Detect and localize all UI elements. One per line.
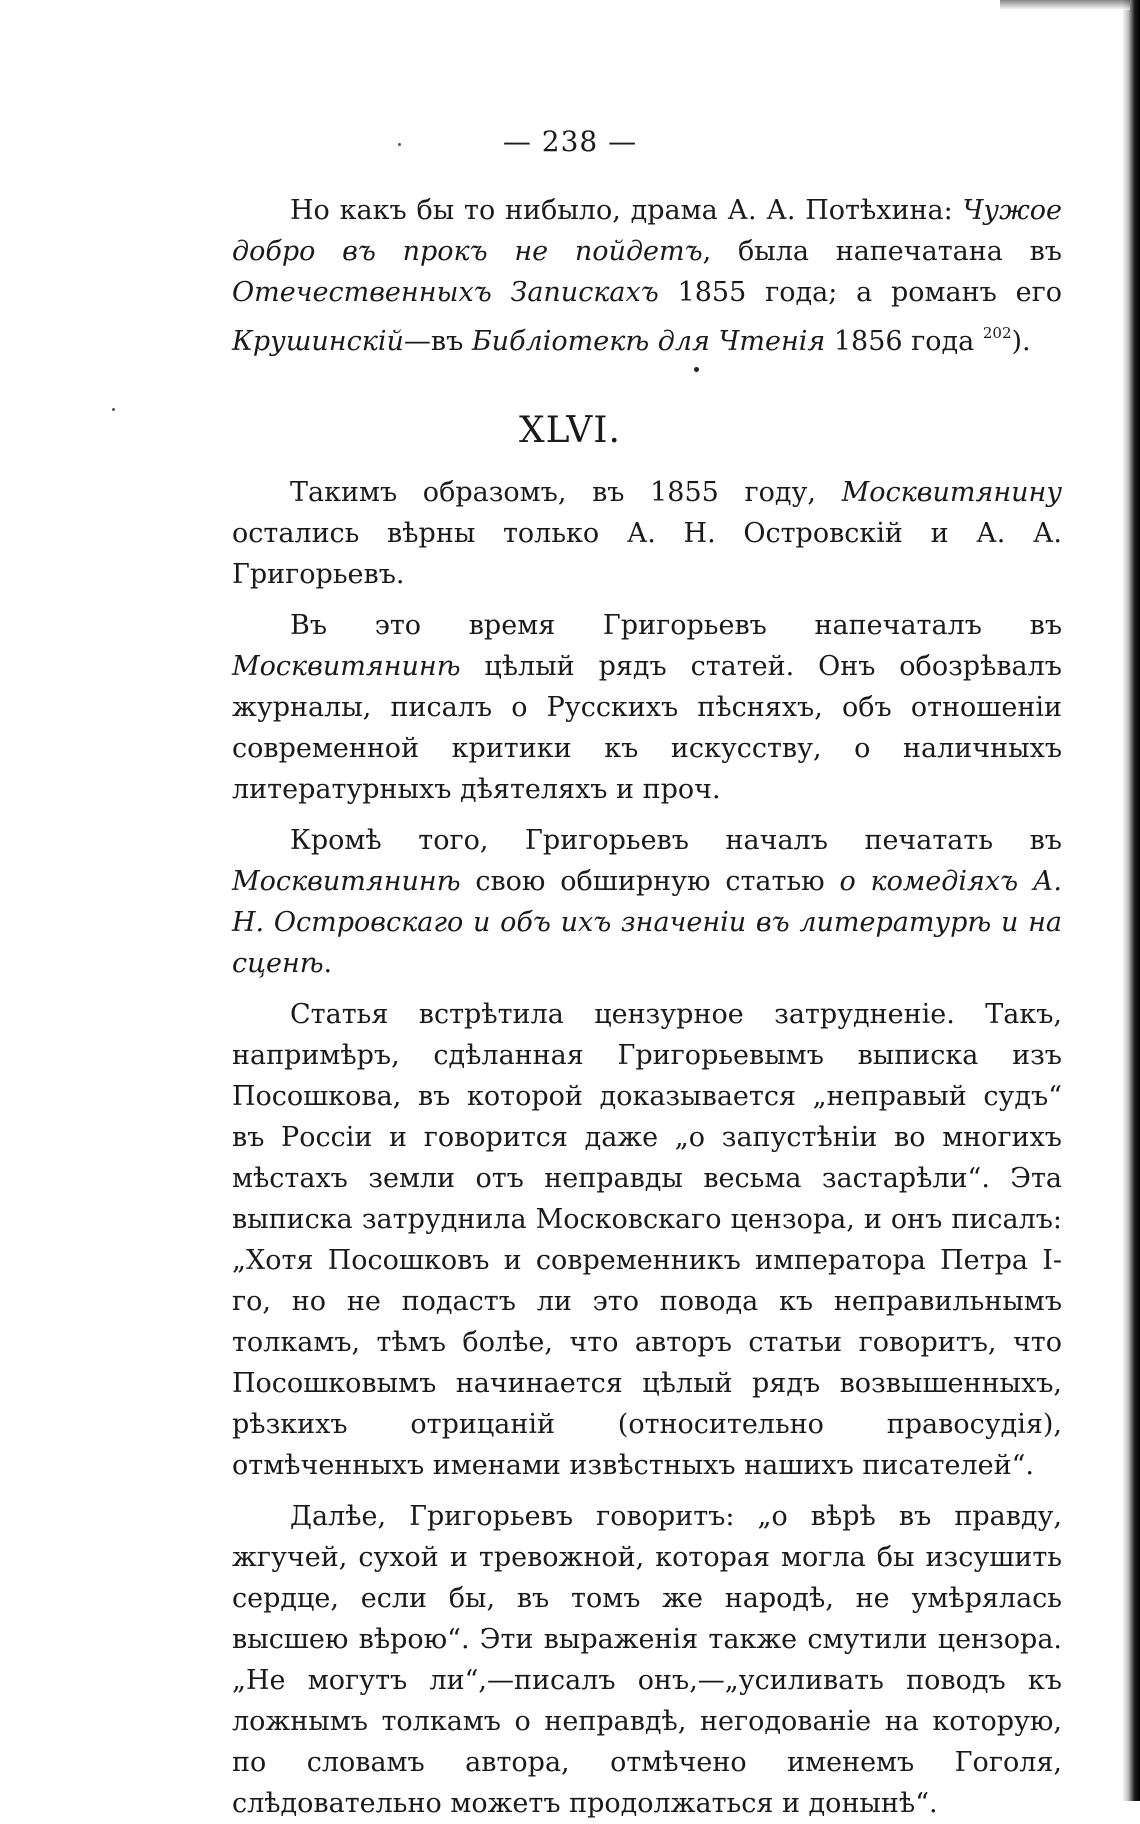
intro-text: , была напечатана въ bbox=[702, 236, 1062, 267]
page-number: — 238 — bbox=[502, 125, 638, 158]
scan-edge-shadow bbox=[1122, 0, 1140, 1801]
intro-text: 1855 года; а романъ его bbox=[658, 277, 1062, 308]
intro-paragraph bbox=[232, 190, 1062, 362]
chapter-heading: XLVI. bbox=[519, 410, 621, 451]
paragraph-text: . bbox=[323, 948, 333, 979]
chapter-body bbox=[232, 472, 1062, 1824]
intro-title-play: Чужое добро въ прокъ не пойдетъ bbox=[232, 195, 1062, 267]
paragraph-text: остались вѣрны только А. Н. Островскій и А. А. Григорьевъ. bbox=[232, 518, 1062, 590]
paragraph-4: Статья встрѣтила цензурное затрудненіе. Такъ, напримѣръ, сдѣланная Григорьевымъ выписка изъ Посошкова, въ которой доказывается „неправый судъ“ въ Россіи и говорится даже „о запустѣніи во многихъ мѣстахъ земли отъ неправды весьма застарѣли“. Эта выписка затруднила Московскаго цензора, и онъ писалъ: „Хотя Посошковъ и современникъ императора Петра I-го, но не подастъ ли это повода къ неправильнымъ толкамъ, тѣмъ болѣе, что авторъ статьи говоритъ, что Посошковымъ начинается цѣлый рядъ возвышенныхъ, рѣзкихъ отрицаній (относительно правосудія), отмѣченныхъ именами извѣстныхъ нашихъ писателей“. bbox=[232, 999, 1062, 1481]
journal-title: Москвитянинѣ bbox=[232, 651, 461, 682]
section-ornament-dot bbox=[694, 367, 699, 372]
paragraph-text: цѣлый рядъ статей. Онъ обозрѣвалъ журналы, писалъ о Русскихъ пѣсняхъ, объ отношеніи современной критики къ искусству, о наличныхъ литературныхъ дѣятеляхъ и проч. bbox=[232, 651, 1062, 805]
paragraph-3 bbox=[232, 820, 1062, 984]
footnote-ref: 202 bbox=[982, 324, 1012, 342]
intro-text: Но какъ бы то нибыло, драма А. А. Потѣхина: bbox=[290, 195, 963, 226]
intro-title-novel: Крушинскій bbox=[232, 326, 404, 357]
intro-title-library: Библіотекѣ для Чтенія bbox=[471, 326, 826, 357]
paragraph-text: Въ это время Григорьевъ напечаталъ въ bbox=[290, 610, 1062, 641]
paragraph-text: Такимъ образомъ, въ 1855 году, bbox=[290, 477, 842, 508]
intro-title-journal: Отечественныхъ Запискахъ bbox=[232, 277, 659, 308]
journal-title: Москвитянинѣ bbox=[232, 866, 461, 897]
paragraph-text: Кромѣ того, Григорьевъ началъ печатать въ bbox=[290, 825, 1062, 856]
paragraph-1 bbox=[232, 472, 1062, 595]
paragraph-text: свою обширную статью bbox=[460, 866, 840, 897]
paragraph-2 bbox=[232, 605, 1062, 810]
article-title: о комедіяхъ А. Н. Островскаго и объ ихъ значеніи въ литературѣ и на сценѣ bbox=[232, 866, 1062, 979]
intro-text: 1856 года bbox=[825, 326, 983, 357]
journal-title: Москвитянину bbox=[841, 477, 1062, 508]
scan-edge-top-shadow bbox=[1000, 0, 1130, 10]
intro-text: —въ bbox=[403, 326, 472, 357]
paragraph-5: Далѣе, Григорьевъ говоритъ: „о вѣрѣ въ правду, жгучей, сухой и тревожной, которая могла бы изсушить сердце, если бы, въ томъ же народѣ, не умѣрялась высшею вѣрою“. Эти выраженія также смутили цензора. „Не могутъ ли“,—писалъ онъ,—„усиливать поводъ къ ложнымъ толкамъ о неправдѣ, негодованіе на которую, по словамъ автора, отмѣчено именемъ Гоголя, слѣдовательно можетъ продолжаться и донынѣ“. bbox=[232, 1501, 1062, 1819]
intro-text: ). bbox=[1011, 326, 1031, 357]
intro-paragraph-block bbox=[232, 190, 1062, 362]
